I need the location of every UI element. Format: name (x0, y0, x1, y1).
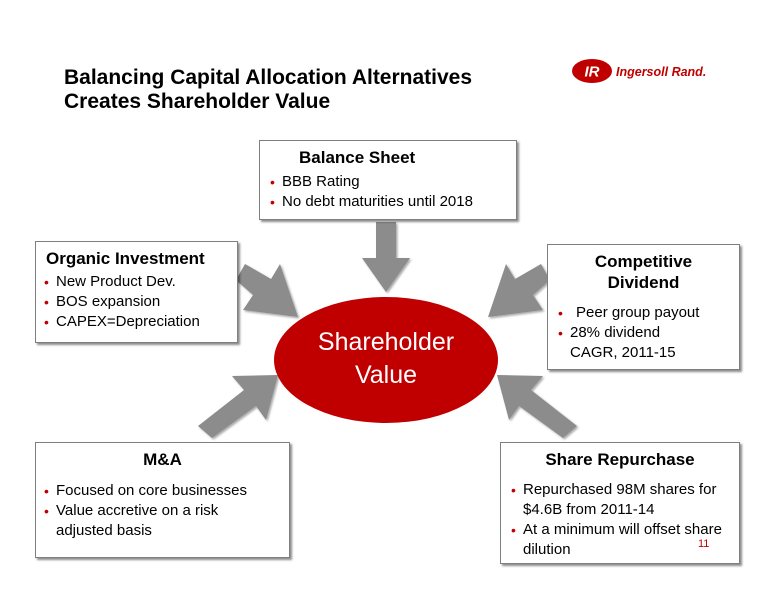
competitive-dividend-heading-line-1: Competitive (594, 252, 693, 271)
list-item: • Peer group payout (554, 303, 733, 323)
competitive-dividend-heading-line-2: Dividend (607, 273, 680, 292)
list-item: • Value accretive on a risk adjusted basis (40, 501, 276, 541)
list-item: • 28% dividend CAGR, 2011-15 (554, 323, 690, 363)
list-item: • Repurchased 98M shares for $4.6B from 2011-14 (507, 480, 735, 520)
list-item: • BOS expansion (40, 292, 233, 312)
organic-investment-box (35, 241, 238, 343)
list-item: • At a minimum will offset share dilution (507, 520, 723, 560)
share-repurchase-heading: Share Repurchase (545, 450, 695, 469)
ma-list (40, 481, 285, 541)
competitive-dividend-heading (554, 251, 733, 293)
arrow-from-share-repurchase (497, 375, 577, 438)
center-line-2: Value (354, 361, 418, 389)
ma-heading: M&A (143, 450, 182, 469)
list-item: • CAPEX=Depreciation (40, 312, 233, 332)
list-item: • Focused on core businesses (40, 481, 285, 501)
title-line-2: Creates Shareholder Value (64, 90, 331, 113)
organic-investment-list (40, 272, 233, 332)
competitive-dividend-list (554, 303, 733, 363)
page-number: 11 (698, 538, 710, 550)
list-item: • No debt maturities until 2018 (266, 192, 510, 212)
shareholder-value-label (272, 326, 500, 392)
organic-investment-heading: Organic Investment (46, 249, 205, 268)
title-line-1: Balancing Capital Allocation Alternatives (64, 66, 473, 89)
logo-text: Ingersoll Rand. (616, 65, 707, 79)
center-line-1: Shareholder (317, 328, 455, 356)
balance-sheet-list (266, 172, 510, 212)
list-item: • BBB Rating (266, 172, 510, 192)
logo-mark: IR (584, 63, 600, 81)
ma-box (35, 442, 290, 558)
arrow-from-ma (198, 375, 278, 438)
arrow-from-balance-sheet (362, 222, 410, 292)
balance-sheet-box (259, 140, 517, 220)
competitive-dividend-box (547, 244, 740, 370)
balance-sheet-heading: Balance Sheet (299, 148, 416, 167)
list-item: • New Product Dev. (40, 272, 233, 292)
